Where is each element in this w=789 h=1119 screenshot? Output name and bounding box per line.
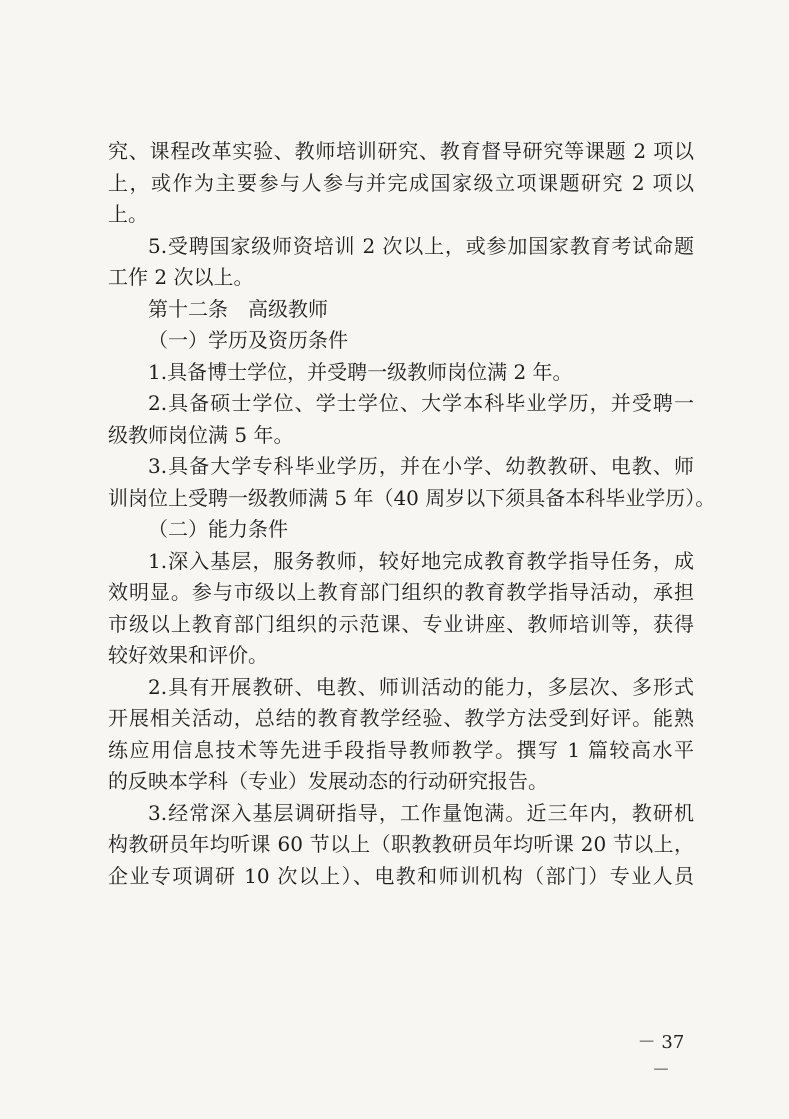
text-line: 企业专项调研 10 次以上）、电教和师训机构（部门）专业人员 xyxy=(108,863,694,888)
page-number: － 37 － xyxy=(637,1032,685,1081)
text-line: 市级以上教育部门组织的示范课、专业讲座、教师培训等，获得 xyxy=(108,611,694,636)
text-line: 上。 xyxy=(108,202,148,226)
text-line: 究、课程改革实验、教师培训研究、教育督导研究等课题 2 项以 xyxy=(108,139,694,163)
text-line: 3.经常深入基层调研指导，工作量饱满。近三年内，教研机 xyxy=(148,800,694,825)
text-line: （一）学历及资历条件 xyxy=(148,328,348,352)
text-line: 效明显。参与市级以上教育部门组织的教育教学指导活动，承担 xyxy=(108,580,694,604)
text-line: 上，或作为主要参与人参与并完成国家级立项课题研究 2 项以 xyxy=(108,170,694,195)
text-line: 训岗位上受聘一级教师满 5 年（40 周岁以下须具备本科毕业学历）。 xyxy=(108,485,716,510)
text-line: 构教研员年均听课 60 节以上（职教教研员年均听课 20 节以上， xyxy=(108,832,694,856)
text-line: 5.受聘国家级师资培训 2 次以上，或参加国家教育考试命题 xyxy=(148,233,694,258)
text-line: 较好效果和评价。 xyxy=(108,643,268,667)
text-line: 开展相关活动，总结的教育教学经验、教学方法受到好评。能熟 xyxy=(108,706,694,730)
text-line: 级教师岗位满 5 年。 xyxy=(108,422,294,447)
text-line: 工作 2 次以上。 xyxy=(108,265,254,289)
text-line: 3.具备大学专科毕业学历，并在小学、幼教教研、电教、师 xyxy=(148,454,694,478)
text-line: 2.具备硕士学位、学士学位、大学本科毕业学历，并受聘一 xyxy=(148,391,694,415)
text-line: 的反映本学科（专业）发展动态的行动研究报告。 xyxy=(108,769,548,793)
text-line: （二）能力条件 xyxy=(148,517,288,541)
text-line: 练应用信息技术等先进手段指导教师教学。撰写 1 篇较高水平 xyxy=(108,737,694,762)
text-line: 1.深入基层，服务教师，较好地完成教育教学指导任务，成 xyxy=(148,548,694,573)
text-line: 第十二条 高级教师 xyxy=(148,296,328,321)
text-line: 1.具备博士学位，并受聘一级教师岗位满 2 年。 xyxy=(148,359,573,384)
text-line: 2.具有开展教研、电教、师训活动的能力，多层次、多形式 xyxy=(148,674,694,699)
document-body xyxy=(108,136,716,892)
